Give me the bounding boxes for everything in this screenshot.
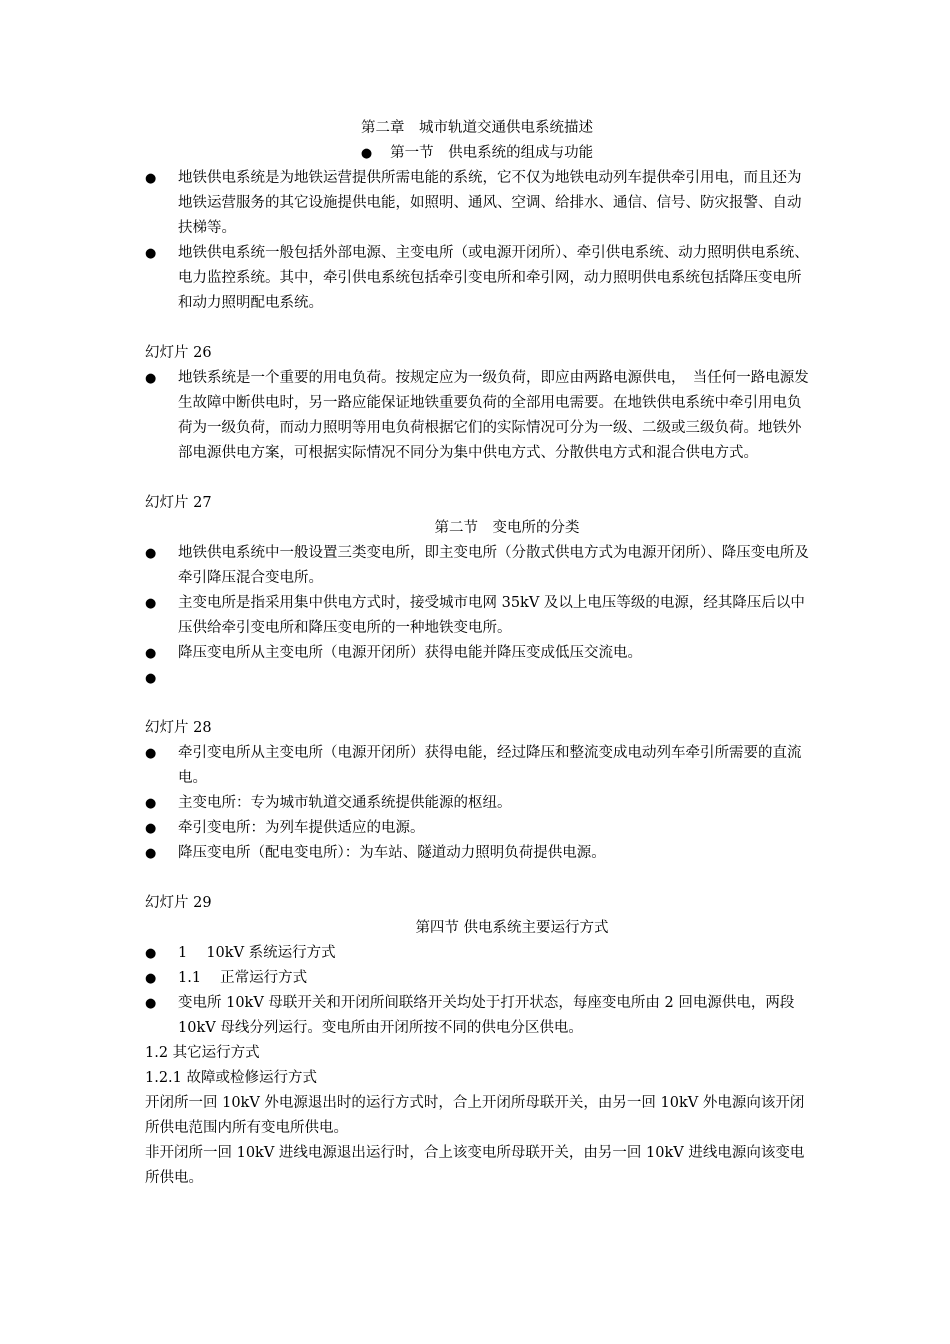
list-item-text: 1.1 正常运行方式 (178, 970, 308, 986)
list-item (145, 641, 809, 666)
bullet-icon: ● (145, 246, 157, 261)
list-item (145, 841, 809, 866)
subheading-1-2: 1.2 其它运行方式 (145, 1045, 260, 1061)
list-item (145, 241, 809, 316)
bullet-icon: ● (145, 846, 157, 861)
bullet-icon: ● (145, 796, 157, 811)
list-item (145, 666, 809, 691)
section1-heading (145, 141, 809, 166)
list-item-text: 1 10kV 系统运行方式 (178, 945, 336, 961)
list-item (145, 791, 809, 816)
list-item-text: 地铁供电系统一般包括外部电源、主变电所（或电源开闭所）、牵引供电系统、动力照明供电系统、电力监控系统。其中，牵引供电系统包括牵引变电所和牵引网，动力照明供电系统包括降压变电所和动力照明配电系统。 (178, 245, 809, 311)
list-item-text: 降压变电所从主变电所（电源开闭所）获得电能并降压变成低压交流电。 (178, 645, 642, 661)
bullet-icon: ● (145, 371, 157, 386)
bullet-icon: ● (360, 146, 373, 161)
document-body (145, 116, 809, 1191)
list-item (145, 941, 809, 966)
list-item-text: 变电所 10kV 母联开关和开闭所间联络开关均处于打开状态，每座变电所由 2 回电源供电，两段 10kV 母线分列运行。变电所由开闭所按不同的供电分区供电。 (178, 995, 795, 1036)
list-item-text: 地铁供电系统是为地铁运营提供所需电能的系统，它不仅为地铁电动列车提供牵引用电，而且还为地铁运营服务的其它设施提供电能，如照明、通风、空调、给排水、通信、信号、防灾报警、自动扶梯等。 (178, 170, 802, 236)
slide-label-28: 幻灯片 28 (145, 720, 212, 736)
list-item (145, 741, 809, 791)
list-item (145, 166, 809, 241)
bullet-icon: ● (145, 171, 157, 186)
section4-title: 第四节 供电系统主要运行方式 (415, 920, 609, 936)
slide-label-27: 幻灯片 27 (145, 495, 212, 511)
bullet-icon: ● (145, 971, 157, 986)
bullet-icon: ● (145, 671, 157, 686)
subheading-1-2-1: 1.2.1 故障或检修运行方式 (145, 1070, 318, 1086)
slide-label-29: 幻灯片 29 (145, 895, 212, 911)
list-item-text: 牵引变电所：为列车提供适应的电源。 (178, 820, 425, 836)
list-item-text: 牵引变电所从主变电所（电源开闭所）获得电能，经过降压和整流变成电动列车牵引所需要的直流电。 (178, 745, 802, 786)
list-item (145, 966, 809, 991)
paragraph-open-station: 开闭所一回 10kV 外电源退出时的运行方式时，合上开闭所母联开关，由另一回 10kV 外电源向该开闭所供电范围内所有变电所供电。 (145, 1095, 805, 1136)
list-item-text: 降压变电所（配电变电所）：为车站、隧道动力照明负荷提供电源。 (178, 845, 606, 861)
chapter-title: 第二章 城市轨道交通供电系统描述 (361, 120, 593, 136)
list-item (145, 366, 809, 466)
list-item (145, 816, 809, 841)
list-item-text: 地铁供电系统中一般设置三类变电所，即主变电所（分散式供电方式为电源开闭所）、降压变电所及牵引降压混合变电所。 (178, 545, 809, 586)
section2-title: 第二节 变电所的分类 (434, 520, 580, 536)
bullet-icon: ● (145, 596, 157, 611)
bullet-icon: ● (145, 821, 157, 836)
bullet-icon: ● (145, 746, 157, 761)
list-item-text: 主变电所是指采用集中供电方式时，接受城市电网 35kV 及以上电压等级的电源，经其降压后以中压供给牵引变电所和降压变电所的一种地铁变电所。 (178, 595, 805, 636)
bullet-icon: ● (145, 646, 157, 661)
list-item (145, 541, 809, 591)
paragraph-non-open-station: 非开闭所一回 10kV 进线电源退出运行时，合上该变电所母联开关，由另一回 10kV 进线电源向该变电所供电。 (145, 1145, 805, 1186)
list-item (145, 591, 809, 641)
slide-label-26: 幻灯片 26 (145, 345, 212, 361)
section1-title: 第一节 供电系统的组成与功能 (390, 145, 594, 161)
list-item-text: 主变电所：专为城市轨道交通系统提供能源的枢纽。 (178, 795, 512, 811)
bullet-icon: ● (145, 546, 157, 561)
bullet-icon: ● (145, 946, 157, 961)
list-item-text: 地铁系统是一个重要的用电负荷。按规定应为一级负荷，即应由两路电源供电， 当任何一路电源发生故障中断供电时，另一路应能保证地铁重要负荷的全部用电需要。在地铁供电系统中牵引用电负荷为一级负荷，而动力照明等用电负荷根据它们的实际情况可分为一级、二级或三级负荷。地铁外部电源供电方案，可根据实际情况不同分为集中供电方式、分散供电方式和混合供电方式。 (178, 370, 809, 461)
bullet-icon: ● (145, 996, 157, 1011)
list-item (145, 991, 809, 1041)
